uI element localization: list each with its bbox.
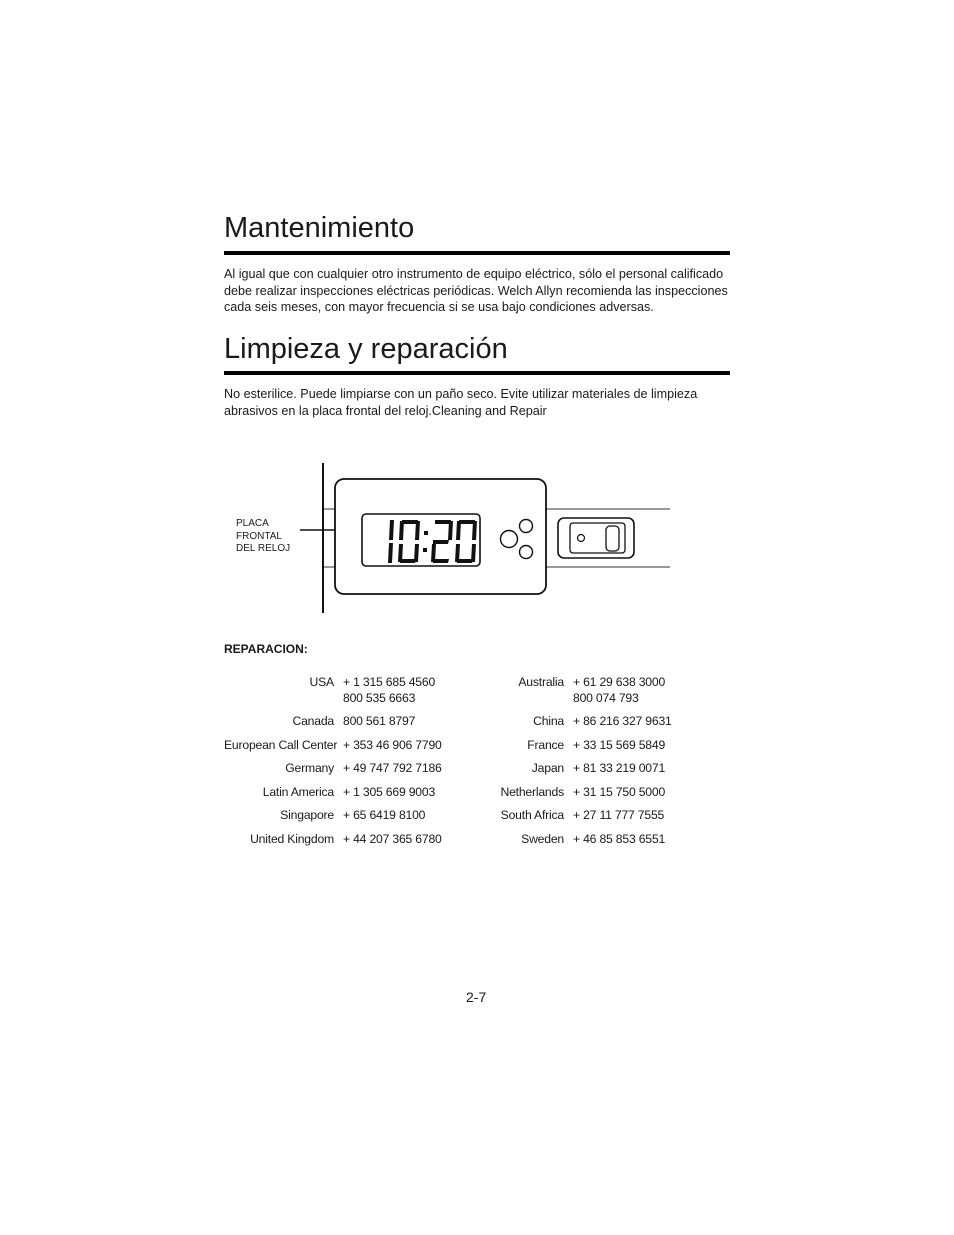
country-name: China: [533, 714, 564, 728]
phone-number: + 1 305 669 9003: [343, 784, 436, 799]
country-name: Sweden: [521, 831, 564, 846]
digit-0-top: [402, 520, 418, 524]
phone-number: + 46 85 853 6551: [573, 831, 666, 846]
digit-2-middle: [433, 540, 449, 544]
phone-row-netherlands: [470, 784, 672, 808]
phone-row-china: [470, 713, 672, 737]
digit-0b-top: [459, 520, 475, 524]
switch-toggle: [606, 526, 619, 551]
phone-numbers: [573, 713, 672, 737]
phone-row-singapore: [224, 807, 442, 831]
phone-row-united-kingdom: [224, 831, 442, 855]
callout-line-2: FRONTAL: [236, 530, 282, 542]
country-name: European Call Center: [224, 737, 338, 752]
phone-list-right: [470, 674, 672, 854]
phone-numbers: [343, 807, 425, 831]
colon-top: [424, 531, 428, 535]
cleaning-rule: [224, 371, 730, 375]
clock-button-middle: [501, 531, 518, 548]
digit-0-bottom: [400, 559, 416, 563]
phone-number: + 44 207 365 6780: [343, 831, 442, 846]
country-name: USA: [309, 675, 334, 689]
digit-2-top: [435, 520, 451, 524]
country-name: Latin America: [262, 784, 334, 799]
phone-number: + 33 15 569 5849: [573, 737, 666, 752]
phone-row-canada: [224, 713, 442, 737]
country-name: United Kingdom: [250, 831, 334, 846]
phone-row-japan: [470, 760, 672, 784]
phone-numbers: [343, 674, 435, 713]
callout-line-1: PLACA: [236, 518, 269, 529]
phone-row-germany: [224, 760, 442, 784]
phone-number: + 86 216 327 9631: [573, 714, 672, 728]
phone-number: + 353 46 906 7790: [343, 737, 442, 752]
maintenance-title: Mantenimiento: [224, 212, 415, 244]
phone-numbers: [573, 831, 665, 855]
country-name: Netherlands: [500, 784, 564, 799]
phone-number: + 65 6419 8100: [343, 808, 426, 822]
maintenance-rule: [224, 251, 730, 255]
phone-number: 800 074 793: [573, 691, 639, 705]
phone-list-left: [224, 674, 442, 854]
phone-number: 800 561 8797: [343, 714, 416, 728]
phone-row-south-africa: [470, 807, 672, 831]
clock-diagram: [230, 455, 680, 620]
phone-number: 800 535 6663: [343, 691, 416, 705]
clock-button-top: [520, 520, 533, 533]
cleaning-title: Limpieza y reparación: [224, 333, 508, 365]
cleaning-body: No esterilice. Puede limpiarse con un paño seco. Evite utilizar materiales de limpieza abrasivos en la placa frontal del reloj.Cleaning and Repair: [224, 387, 698, 418]
phone-number: + 1 315 685 4560: [343, 675, 436, 689]
country-name: South Africa: [500, 808, 564, 822]
country-name: Japan: [531, 761, 564, 775]
phone-row-european-call-center: [224, 737, 442, 761]
phone-numbers: [343, 737, 442, 761]
country-name: Australia: [518, 675, 564, 689]
phone-numbers: [573, 737, 665, 761]
phone-row-latin-america: [224, 784, 442, 808]
country-name: Germany: [285, 761, 334, 775]
phone-numbers: [573, 760, 665, 784]
phone-number: + 81 33 219 0071: [573, 761, 666, 775]
phone-number: + 31 15 750 5000: [573, 784, 666, 799]
repair-heading: REPARACION:: [224, 642, 308, 656]
page-number: 2-7: [466, 989, 487, 1005]
phone-number: + 61 29 638 3000: [573, 675, 666, 689]
phone-numbers: [573, 784, 665, 808]
colon-bottom: [423, 548, 427, 552]
switch-indicator: [578, 535, 585, 542]
phone-numbers: [343, 831, 442, 855]
phone-row-sweden: [470, 831, 672, 855]
country-name: Canada: [292, 714, 334, 728]
phone-number: + 49 747 792 7186: [343, 761, 442, 775]
phone-numbers: [573, 674, 665, 713]
callout-line-3: DEL RELOJ: [236, 543, 291, 554]
phone-numbers: [343, 713, 415, 737]
phone-numbers: [343, 760, 442, 784]
country-name: Singapore: [280, 808, 334, 822]
country-name: France: [527, 737, 564, 752]
phone-row-usa: [224, 674, 442, 713]
phone-numbers: [343, 784, 435, 808]
phone-numbers: [573, 807, 664, 831]
clock-button-bottom: [520, 546, 533, 559]
digit-2-bottom: [433, 559, 449, 563]
phone-row-australia: [470, 674, 672, 713]
digit-0b-bottom: [457, 559, 473, 563]
maintenance-body: Al igual que con cualquier otro instrumento de equipo eléctrico, sólo el personal calificado debe realizar inspecciones eléctricas periódicas. Welch Allyn recomienda las inspecciones cada seis meses, con mayor frecuencia si se usa bajo condiciones adversas.: [224, 267, 728, 314]
phone-number: + 27 11 777 7555: [573, 808, 665, 822]
phone-row-france: [470, 737, 672, 761]
